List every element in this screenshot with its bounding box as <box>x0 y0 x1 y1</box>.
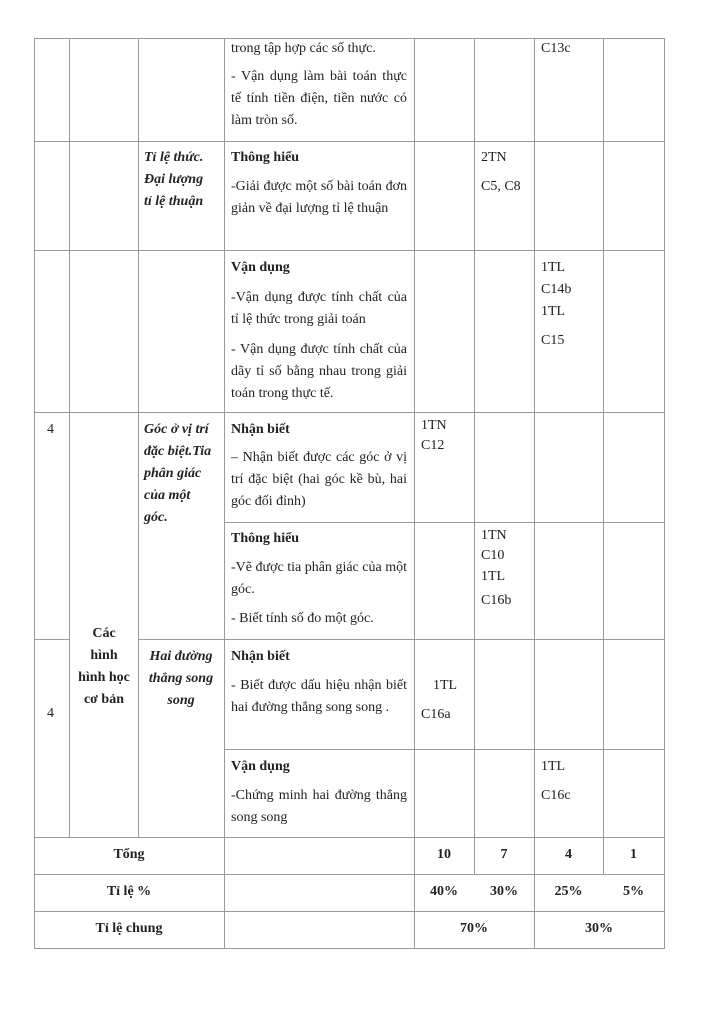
grid-line <box>138 639 664 640</box>
level-label: Nhận biết <box>231 422 290 437</box>
content-text: trong tập hợp các số thực. <box>231 41 376 56</box>
ratio-value: 40% <box>430 884 458 899</box>
question-ref: 1TN <box>481 528 507 543</box>
question-ref: 1TL <box>481 569 506 584</box>
content-text: – Nhận biết được các góc ở vị trí đặc biệt (hai góc kề bù, hai góc đối đỉnh) <box>231 450 407 509</box>
grid-line <box>534 38 535 949</box>
content-text: - Vận dụng làm bài toán thực tế tính tiền điện, tiền nước có làm tròn số. <box>231 69 407 128</box>
topic-text: Hai đường <box>149 649 213 664</box>
grid-line <box>34 412 664 413</box>
topic-text: đặc biệt.Tia <box>144 444 212 459</box>
ratio-value: 5% <box>623 884 644 899</box>
content-text: - Biết được dấu hiệu nhận biết hai đường thẳng song song . <box>231 678 407 715</box>
content-text: -Giải được một số bài toán đơn giản về đại lượng tỉ lệ thuận <box>231 179 407 216</box>
row-number: 4 <box>47 706 54 721</box>
level-label: Vận dụng <box>231 260 290 275</box>
total-value: 10 <box>437 847 451 862</box>
question-ref: C12 <box>421 438 445 453</box>
topic-text: tỉ lệ thuận <box>144 194 204 209</box>
chapter-text: hình học <box>78 670 130 685</box>
content-text: - Biết tính số đo một góc. <box>231 611 374 626</box>
common-ratio-value: 30% <box>585 921 613 936</box>
ratio-value: 30% <box>490 884 518 899</box>
chapter-text: hình <box>90 648 118 663</box>
common-ratio-label: Tỉ lệ chung <box>95 921 163 936</box>
grid-line <box>34 837 664 838</box>
grid-line <box>224 749 664 750</box>
question-ref: 2TN <box>481 150 507 165</box>
topic-text: phân giác <box>144 466 202 481</box>
total-value: 7 <box>500 847 508 862</box>
question-ref: C16a <box>421 707 451 722</box>
level-label: Nhận biết <box>231 649 290 664</box>
grid-line <box>603 38 604 875</box>
question-ref: 1TL <box>433 678 458 693</box>
content-text: - Vận dụng được tính chất của dãy tỉ số bằng nhau trong giải toán trong thực tế. <box>231 342 407 401</box>
topic-text: Tỉ lệ thức. <box>144 150 204 165</box>
grid-line <box>34 141 664 142</box>
grid-line <box>34 911 664 912</box>
topic-text: thẳng song <box>148 671 214 686</box>
question-ref: C15 <box>541 333 565 348</box>
totals-label: Tổng <box>113 847 145 862</box>
grid-line <box>34 250 664 251</box>
question-ref: 1TL <box>541 304 566 319</box>
grid-line <box>138 38 139 838</box>
question-ref: C10 <box>481 548 505 563</box>
question-ref: C14b <box>541 282 572 297</box>
question-ref: 1TL <box>541 260 566 275</box>
ratio-value: 25% <box>554 884 583 899</box>
grid-line <box>34 948 664 949</box>
topic-text: Đại lượng <box>144 172 204 187</box>
row-number: 4 <box>47 422 54 437</box>
question-ref: C16c <box>541 788 571 803</box>
question-ref: 1TL <box>541 759 566 774</box>
grid-line <box>474 38 475 875</box>
topic-text: Góc ở vị trí <box>144 422 209 437</box>
question-ref: 1TN <box>421 418 447 433</box>
total-value: 4 <box>565 847 572 862</box>
grid-line <box>34 874 664 875</box>
grid-line <box>34 38 35 949</box>
level-label: Thông hiểu <box>231 531 300 546</box>
level-label: Thông hiểu <box>231 150 300 165</box>
ratio-label: Tỉ lệ % <box>106 884 152 899</box>
grid-line <box>224 38 225 949</box>
topic-text: của một <box>144 488 191 503</box>
grid-line <box>69 38 70 838</box>
total-value: 1 <box>630 847 637 862</box>
chapter-text: cơ bản <box>83 692 125 707</box>
common-ratio-value: 70% <box>460 921 488 936</box>
content-text: -Vận dụng được tính chất của tỉ lệ thức trong giải toán <box>231 290 407 327</box>
grid-line <box>664 38 665 949</box>
grid-line <box>34 639 70 640</box>
grid-line <box>414 38 415 949</box>
content-text: -Chứng minh hai đường thẳng song song <box>231 788 407 825</box>
content-text: -Vẽ được tia phân giác của một góc. <box>231 560 407 597</box>
topic-text: song <box>167 693 195 708</box>
chapter-text: Các <box>92 626 116 641</box>
question-ref: C5, C8 <box>481 179 521 194</box>
level-label: Vận dụng <box>231 759 290 774</box>
grid-line <box>224 522 664 523</box>
topic-text: góc. <box>144 510 168 525</box>
question-ref: C16b <box>481 593 512 608</box>
question-ref: C13c <box>541 41 571 56</box>
